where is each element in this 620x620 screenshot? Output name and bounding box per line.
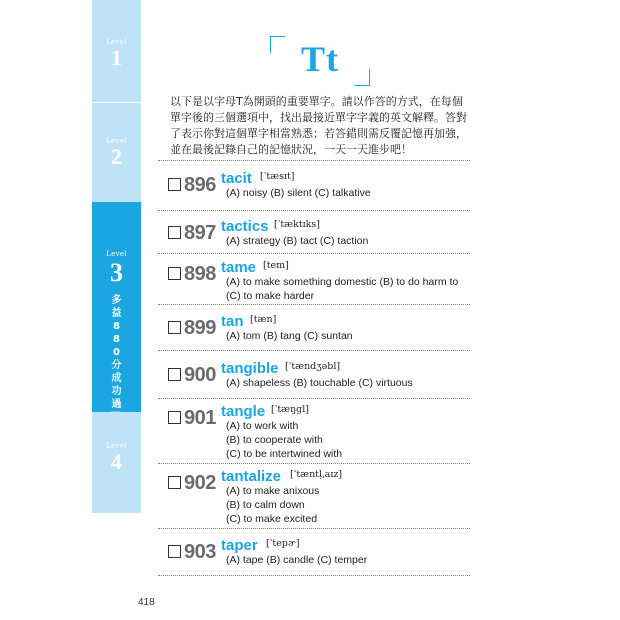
entry-word: tacit [221,170,252,187]
entry-phonetic: [ˈtæktɪks] [274,219,321,230]
option-line: (C) to make harder [226,290,315,302]
option-line: (A) to make anixous [226,485,320,497]
entry-options [226,376,413,390]
dotted-divider [158,463,470,464]
option-line: (C) to make excited [226,513,318,525]
entry-phonetic: [ˈtændʒəbl] [285,361,341,372]
entry-number: 897 [184,222,216,244]
option-line: (B) to cooperate with [226,434,323,446]
option-line: (A) to work with [226,420,299,432]
entry-word: tactics [221,218,269,235]
option-line: (B) to calm down [226,499,305,511]
entry-phonetic: [ˈtæŋgl] [271,404,310,415]
entry-phonetic: [ˈtepɚ] [266,538,300,549]
level-tab-strip [92,0,141,513]
dotted-divider [158,253,470,254]
memory-checkbox[interactable] [168,321,181,334]
entry-word: tame [221,259,257,276]
entry-word: taper [221,537,258,554]
entry-word: tangle [221,403,266,420]
entry-number: 901 [184,407,216,429]
dotted-divider [158,304,470,305]
dotted-divider [158,350,470,351]
entry-phonetic: [ˈtæntḷˌaɪz] [290,469,343,480]
entry-options [226,329,353,343]
level-tab-label: Level [106,137,127,145]
entry-number: 903 [184,541,216,563]
entry-options [226,484,319,526]
memory-checkbox[interactable] [168,226,181,239]
level-caption: 多益880分成功過 [111,295,122,410]
option-line: (A) tom (B) tang (C) suntan [226,330,353,342]
entry-number: 899 [184,317,216,339]
entry-word: tan [221,313,244,330]
entry-options [226,419,342,461]
option-line: (A) shapeless (B) touchable (C) virtuous [226,377,413,389]
memory-checkbox[interactable] [168,267,181,280]
entry-word: tangible [221,360,279,377]
entry-options [226,553,367,567]
level-tab-number: 4 [111,449,122,474]
option-line: (A) strategy (B) tact (C) taction [226,235,369,247]
entry-number: 896 [184,174,216,196]
entry-number: 902 [184,472,216,494]
dotted-divider [158,575,470,576]
memory-checkbox[interactable] [168,178,181,191]
intro-paragraph: 以下是以字母T為開頭的重要單字。請以作答的方式，在每個單字後的三個選項中，找出最接近單字字義的英文解釋。答對了表示你對這個單字相當熟悉；若答錯則需反覆記憶再加強，並在最後記錄自己的記憶狀況，一天一天進步吧！ [170,95,467,156]
level-tab-1[interactable] [92,0,141,102]
level-tab-number: 1 [111,45,122,70]
entry-options [226,234,368,248]
memory-checkbox[interactable] [168,411,181,424]
page-number: 418 [138,597,155,608]
dotted-divider [158,160,470,161]
level-tab-label: Level [106,442,127,450]
level-tab-3[interactable] [92,202,141,412]
page-title: Tt [301,39,339,79]
entry-word: tantalize [221,468,282,485]
level-tab-label: Level [106,38,127,46]
entry-options [226,275,458,303]
level-tab-number: 2 [111,144,122,169]
option-line: (A) noisy (B) silent (C) talkative [226,187,371,199]
entry-number: 900 [184,364,216,386]
entry-number: 898 [184,263,216,285]
entry-options [226,186,371,200]
title-frame [270,36,370,86]
dotted-divider [158,398,470,399]
option-line: (A) tape (B) candle (C) temper [226,554,368,566]
memory-checkbox[interactable] [168,545,181,558]
entry-phonetic: [tem] [263,260,289,271]
level-tab-4[interactable] [92,412,141,513]
dotted-divider [158,210,470,211]
option-line: (C) to be intertwined with [226,448,343,460]
entry-phonetic: [ˈtæsɪt] [260,171,295,182]
dotted-divider [158,528,470,529]
level-tab-2[interactable] [92,103,141,202]
level-tab-label: Level [106,250,127,258]
memory-checkbox[interactable] [168,476,181,489]
entry-phonetic: [tæn] [250,314,277,325]
option-line: (A) to make something domestic (B) to do harm to [226,276,459,288]
memory-checkbox[interactable] [168,368,181,381]
level-tab-number: 3 [110,258,123,287]
